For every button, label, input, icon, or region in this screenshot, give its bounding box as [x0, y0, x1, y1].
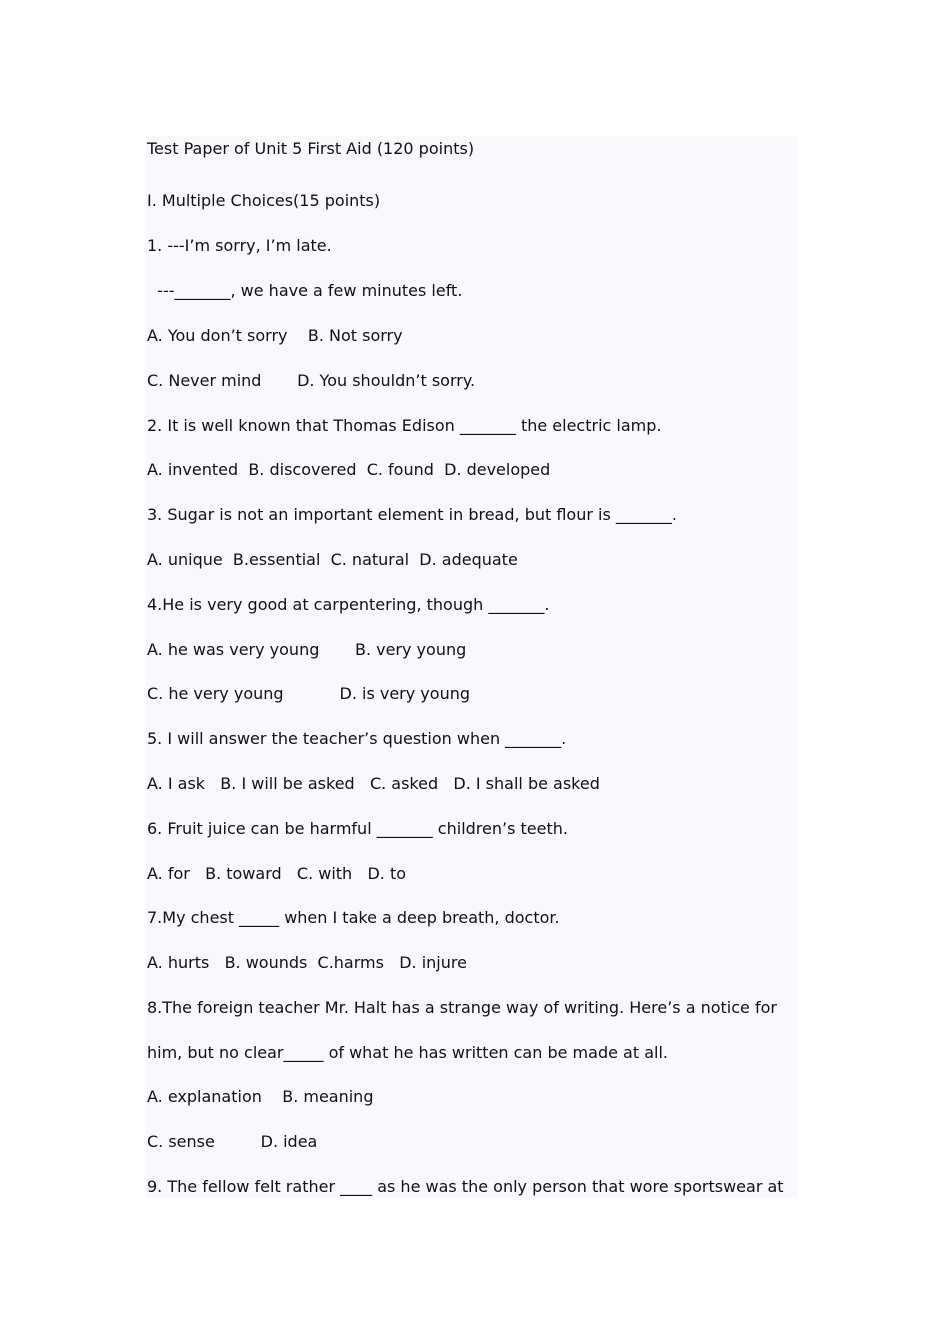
text-line: A. I ask B. I will be asked C. asked D. I shall be asked [147, 774, 600, 793]
text-line: C. Never mind D. You shouldn’t sorry. [147, 371, 476, 390]
text-line: A. unique B.essential C. natural D. adequate [147, 550, 518, 569]
text-line: A. You don’t sorry B. Not sorry [147, 326, 403, 345]
document-page [146, 136, 797, 1198]
text-line: 7.My chest _____ when I take a deep breath, doctor. [147, 908, 560, 927]
text-line: C. sense D. idea [147, 1132, 318, 1151]
text-line: 2. It is well known that Thomas Edison _______ the electric lamp. [147, 416, 662, 435]
text-line: 5. I will answer the teacher’s question when _______. [147, 729, 567, 748]
text-line: 6. Fruit juice can be harmful _______ children’s teeth. [147, 819, 568, 838]
text-line: ---_______, we have a few minutes left. [147, 281, 463, 300]
text-line: C. he very young D. is very young [147, 684, 470, 703]
text-line: A. for B. toward C. with D. to [147, 864, 407, 883]
document-title: Test Paper of Unit 5 First Aid (120 points) [147, 139, 475, 158]
text-line: 1. ---I’m sorry, I’m late. [147, 236, 332, 255]
text-line: him, but no clear_____ of what he has written can be made at all. [147, 1043, 668, 1062]
text-line: A. explanation B. meaning [147, 1087, 374, 1106]
text-line: 9. The fellow felt rather ____ as he was the only person that wore sportswear at [147, 1177, 784, 1196]
section-heading: I. Multiple Choices(15 points) [147, 191, 381, 210]
text-line: 8.The foreign teacher Mr. Halt has a strange way of writing. Here’s a notice for [147, 998, 777, 1017]
text-line: 3. Sugar is not an important element in bread, but flour is _______. [147, 505, 677, 524]
text-line: A. hurts B. wounds C.harms D. injure [147, 953, 467, 972]
text-line: 4.He is very good at carpentering, though _______. [147, 595, 550, 614]
text-line: A. invented B. discovered C. found D. developed [147, 460, 551, 479]
text-line: A. he was very young B. very young [147, 640, 467, 659]
